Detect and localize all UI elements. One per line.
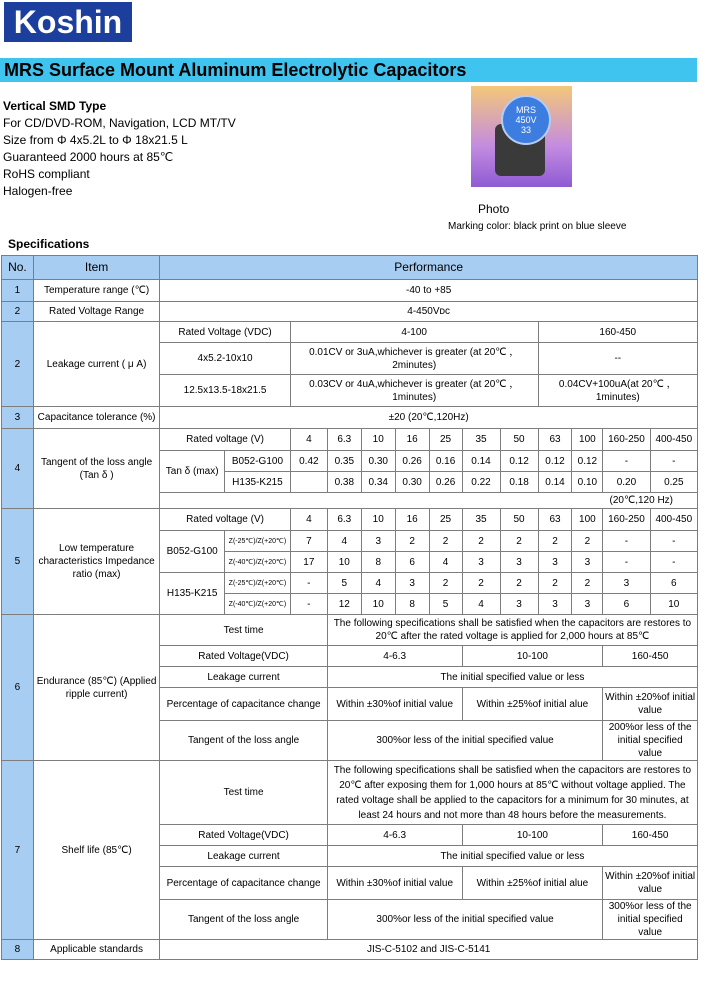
value-cell: 0.25 — [650, 472, 697, 493]
value-cell: 0.20 — [603, 472, 650, 493]
leakage-spec: 0.03CV or 4uA,whichever is greater (at 20℃ ，1minutes) — [290, 375, 538, 407]
voltage-cell: 10 — [361, 429, 395, 451]
value-cell: 3 — [361, 531, 395, 552]
capacitance-change-label: Percentage of capacitance change — [160, 688, 328, 721]
value-cell: 2 — [572, 573, 603, 594]
value-cell: 8 — [395, 594, 429, 615]
row-number: 6 — [2, 615, 34, 761]
value-cell: 0.30 — [395, 472, 429, 493]
size-range: 12.5x13.5-18x21.5 — [160, 375, 291, 407]
leakage-label: Leakage current — [160, 846, 328, 867]
intro-line: Guaranteed 2000 hours at 85℃ — [3, 150, 174, 164]
value-cell: 6 — [650, 573, 697, 594]
intro-line: RoHS compliant — [3, 167, 90, 181]
intro-line: Size from Φ 4x5.2L to Φ 18x21.5 L — [3, 133, 188, 147]
value-cell: - — [290, 594, 327, 615]
value-cell: 0.12 — [538, 451, 572, 472]
type-heading: Vertical SMD Type — [3, 99, 107, 113]
capacitance-change-value: Within ±20%of initial value — [603, 688, 698, 721]
performance-value: 4-450Vᴅᴄ — [160, 302, 698, 322]
test-time-label: Test time — [160, 615, 328, 646]
voltage-range: 160-450 — [603, 646, 698, 667]
capacitance-change-label: Percentage of capacitance change — [160, 867, 328, 900]
measurement-note: (20℃,120 Hz) — [160, 493, 698, 509]
value-cell: 12 — [327, 594, 361, 615]
marking-text: 450V — [515, 115, 537, 125]
voltage-cell: 63 — [538, 509, 572, 531]
value-cell: 3 — [572, 594, 603, 615]
value-cell: 0.38 — [327, 472, 361, 493]
value-cell: 17 — [290, 552, 327, 573]
row-number: 2 — [2, 322, 34, 407]
row-number: 2 — [2, 302, 34, 322]
value-cell: 4 — [361, 573, 395, 594]
voltage-cell: 6.3 — [327, 509, 361, 531]
row-number: 7 — [2, 761, 34, 940]
item-label: Shelf life (85℃) — [33, 761, 159, 940]
performance-value: ±20 (20℃,120Hz) — [160, 407, 698, 429]
value-cell: - — [603, 531, 650, 552]
value-cell: 6 — [603, 594, 650, 615]
leakage-spec: 0.04CV+100uA(at 20℃ ，1minutes) — [538, 375, 697, 407]
rated-voltage-label: Rated Voltage (VDC) — [160, 322, 291, 343]
row-number: 8 — [2, 940, 34, 960]
voltage-cell: 400-450 — [650, 509, 697, 531]
test-time-label: Test time — [160, 761, 328, 825]
voltage-cell: 35 — [462, 509, 500, 531]
intro-block — [3, 98, 236, 200]
page-title: MRS Surface Mount Aluminum Electrolytic Capacitors — [4, 60, 467, 80]
size-range: 4x5.2-10x10 — [160, 343, 291, 375]
voltage-cell: 100 — [572, 429, 603, 451]
performance-value: JIS-C-5102 and JIS-C-5141 — [160, 940, 698, 960]
value-cell: 6 — [395, 552, 429, 573]
value-cell: - — [650, 531, 697, 552]
value-cell: 0.18 — [500, 472, 538, 493]
capacitance-change-value: Within ±30%of initial value — [327, 867, 462, 900]
item-label: Low temperature characteristics Impedance ratio (max) — [33, 509, 159, 615]
tan-delta-label: Tan δ (max) — [160, 451, 225, 493]
voltage-cell: 10 — [361, 509, 395, 531]
row-number: 5 — [2, 509, 34, 615]
value-cell: 3 — [462, 552, 500, 573]
voltage-cell: 25 — [429, 429, 462, 451]
title-bar — [0, 58, 697, 82]
value-cell: 0.26 — [395, 451, 429, 472]
rated-voltage-label: Rated Voltage(VDC) — [160, 646, 328, 667]
value-cell: 2 — [572, 531, 603, 552]
value-cell: 0.14 — [462, 451, 500, 472]
intro-line: For CD/DVD-ROM, Navigation, LCD MT/TV — [3, 116, 236, 130]
value-cell: 0.42 — [290, 451, 327, 472]
capacitance-change-value: Within ±25%of initial alue — [462, 688, 603, 721]
voltage-cell: 4 — [290, 509, 327, 531]
value-cell: 2 — [462, 531, 500, 552]
impedance-ratio-label: Z(-25℃)/Z(+20℃) — [225, 573, 291, 594]
item-label: Rated Voltage Range — [33, 302, 159, 322]
voltage-cell: 100 — [572, 509, 603, 531]
value-cell: 2 — [500, 531, 538, 552]
header-performance: Performance — [160, 256, 698, 280]
voltage-cell: 50 — [500, 509, 538, 531]
loss-angle-value: 300%or less of the initial specified value — [603, 900, 698, 940]
item-label: Temperature range (℃) — [33, 280, 159, 302]
specs-heading: Specifications — [8, 237, 90, 251]
leakage-label: Leakage current — [160, 667, 328, 688]
value-cell — [290, 472, 327, 493]
loss-angle-value: 200%or less of the initial specified value — [603, 721, 698, 761]
loss-angle-label: Tangent of the loss angle — [160, 900, 328, 940]
performance-value: -40 to +85 — [160, 280, 698, 302]
voltage-cell: 6.3 — [327, 429, 361, 451]
value-cell: 3 — [538, 552, 572, 573]
capacitor-photo — [471, 86, 572, 187]
capacitance-change-value: Within ±20%of initial value — [603, 867, 698, 900]
test-description: The following specifications shall be satisfied when the capacitors are restores to 20℃ after exposing them for 1,000 hours at 85℃ without voltage applied. The rated voltage shall be applied to the capacitors for a minimum for 30 minutes, at least 24 hours and not more than 48 hours before the measurements. — [327, 761, 697, 825]
value-cell: 0.22 — [462, 472, 500, 493]
photo-label: Photo — [478, 202, 510, 216]
capacitor-sleeve — [501, 95, 551, 145]
value-cell: - — [650, 552, 697, 573]
series-label: B052-G100 — [225, 451, 291, 472]
impedance-ratio-label: Z(-40℃)/Z(+20℃) — [225, 552, 291, 573]
value-cell: 0.30 — [361, 451, 395, 472]
value-cell: 2 — [395, 531, 429, 552]
value-cell: 8 — [361, 552, 395, 573]
value-cell: 10 — [327, 552, 361, 573]
voltage-cell: 63 — [538, 429, 572, 451]
value-cell: 2 — [538, 531, 572, 552]
voltage-cell: 25 — [429, 509, 462, 531]
value-cell: 4 — [462, 594, 500, 615]
item-label: Endurance (85℃) (Applied ripple current) — [33, 615, 159, 761]
header-item: Item — [33, 256, 159, 280]
voltage-range: 4-100 — [290, 322, 538, 343]
value-cell: 0.34 — [361, 472, 395, 493]
header-no: No. — [2, 256, 34, 280]
value-cell: 3 — [500, 552, 538, 573]
value-cell: 10 — [650, 594, 697, 615]
voltage-range: 160-450 — [603, 825, 698, 846]
value-cell: 3 — [395, 573, 429, 594]
item-label: Applicable standards — [33, 940, 159, 960]
value-cell: 10 — [361, 594, 395, 615]
item-label: Leakage current ( μ A) — [33, 322, 159, 407]
value-cell: 2 — [538, 573, 572, 594]
leakage-spec: The initial specified value or less — [327, 667, 697, 688]
capacitance-change-value: Within ±30%of initial value — [327, 688, 462, 721]
item-label: Tangent of the loss angle (Tan δ ) — [33, 429, 159, 509]
series-label: H135-K215 — [225, 472, 291, 493]
voltage-cell: 160-250 — [603, 509, 650, 531]
value-cell: 0.14 — [538, 472, 572, 493]
voltage-range: 160-450 — [538, 322, 697, 343]
loss-angle-value: 300%or less of the initial specified value — [327, 900, 602, 940]
value-cell: 0.35 — [327, 451, 361, 472]
row-number: 3 — [2, 407, 34, 429]
value-cell: 2 — [462, 573, 500, 594]
leakage-spec: 0.01CV or 3uA,whichever is greater (at 20℃ ，2minutes) — [290, 343, 538, 375]
voltage-cell: 4 — [290, 429, 327, 451]
test-description: The following specifications shall be satisfied when the capacitors are restores to 20℃ after the rated voltage is applied for 2,000 hours at 85℃ — [327, 615, 697, 646]
series-label: H135-K215 — [160, 573, 225, 615]
impedance-ratio-label: Z(-40℃)/Z(+20℃) — [225, 594, 291, 615]
value-cell: 0.12 — [500, 451, 538, 472]
value-cell: 0.16 — [429, 451, 462, 472]
row-number: 1 — [2, 280, 34, 302]
impedance-ratio-label: Z(-25℃)/Z(+20℃) — [225, 531, 291, 552]
voltage-cell: 35 — [462, 429, 500, 451]
value-cell: 0.10 — [572, 472, 603, 493]
voltage-range: 4-6.3 — [327, 646, 462, 667]
value-cell: 7 — [290, 531, 327, 552]
rated-voltage-label: Rated voltage (V) — [160, 429, 291, 451]
value-cell: 0.12 — [572, 451, 603, 472]
value-cell: 2 — [500, 573, 538, 594]
marking-text: 33 — [520, 125, 531, 135]
voltage-cell: 50 — [500, 429, 538, 451]
loss-angle-value: 300%or less of the initial specified value — [327, 721, 602, 761]
voltage-cell: 400-450 — [650, 429, 697, 451]
voltage-cell: 160-250 — [603, 429, 650, 451]
value-cell: 5 — [429, 594, 462, 615]
value-cell: - — [603, 552, 650, 573]
value-cell: 3 — [538, 594, 572, 615]
series-label: B052-G100 — [160, 531, 225, 573]
rated-voltage-label: Rated voltage (V) — [160, 509, 291, 531]
voltage-range: 4-6.3 — [327, 825, 462, 846]
voltage-range: 10-100 — [462, 646, 603, 667]
value-cell: 3 — [603, 573, 650, 594]
specs-table — [1, 255, 698, 960]
marking-note: Marking color: black print on blue sleeve — [448, 221, 627, 232]
leakage-spec: The initial specified value or less — [327, 846, 697, 867]
leakage-spec: -- — [538, 343, 697, 375]
value-cell: 4 — [327, 531, 361, 552]
capacitance-change-value: Within ±25%of initial alue — [462, 867, 603, 900]
loss-angle-label: Tangent of the loss angle — [160, 721, 328, 761]
value-cell: 5 — [327, 573, 361, 594]
item-label: Capacitance tolerance (%) — [33, 407, 159, 429]
marking-text: MRS — [516, 105, 536, 115]
koshin-logo: Koshin — [4, 2, 132, 42]
rated-voltage-label: Rated Voltage(VDC) — [160, 825, 328, 846]
voltage-range: 10-100 — [462, 825, 603, 846]
voltage-cell: 16 — [395, 509, 429, 531]
value-cell: - — [290, 573, 327, 594]
value-cell: 2 — [429, 573, 462, 594]
intro-line: Halogen-free — [3, 184, 73, 198]
value-cell: 4 — [429, 552, 462, 573]
value-cell: 3 — [572, 552, 603, 573]
voltage-cell: 16 — [395, 429, 429, 451]
value-cell: - — [650, 451, 697, 472]
value-cell: 3 — [500, 594, 538, 615]
value-cell: 2 — [429, 531, 462, 552]
value-cell: - — [603, 451, 650, 472]
row-number: 4 — [2, 429, 34, 509]
value-cell: 0.26 — [429, 472, 462, 493]
